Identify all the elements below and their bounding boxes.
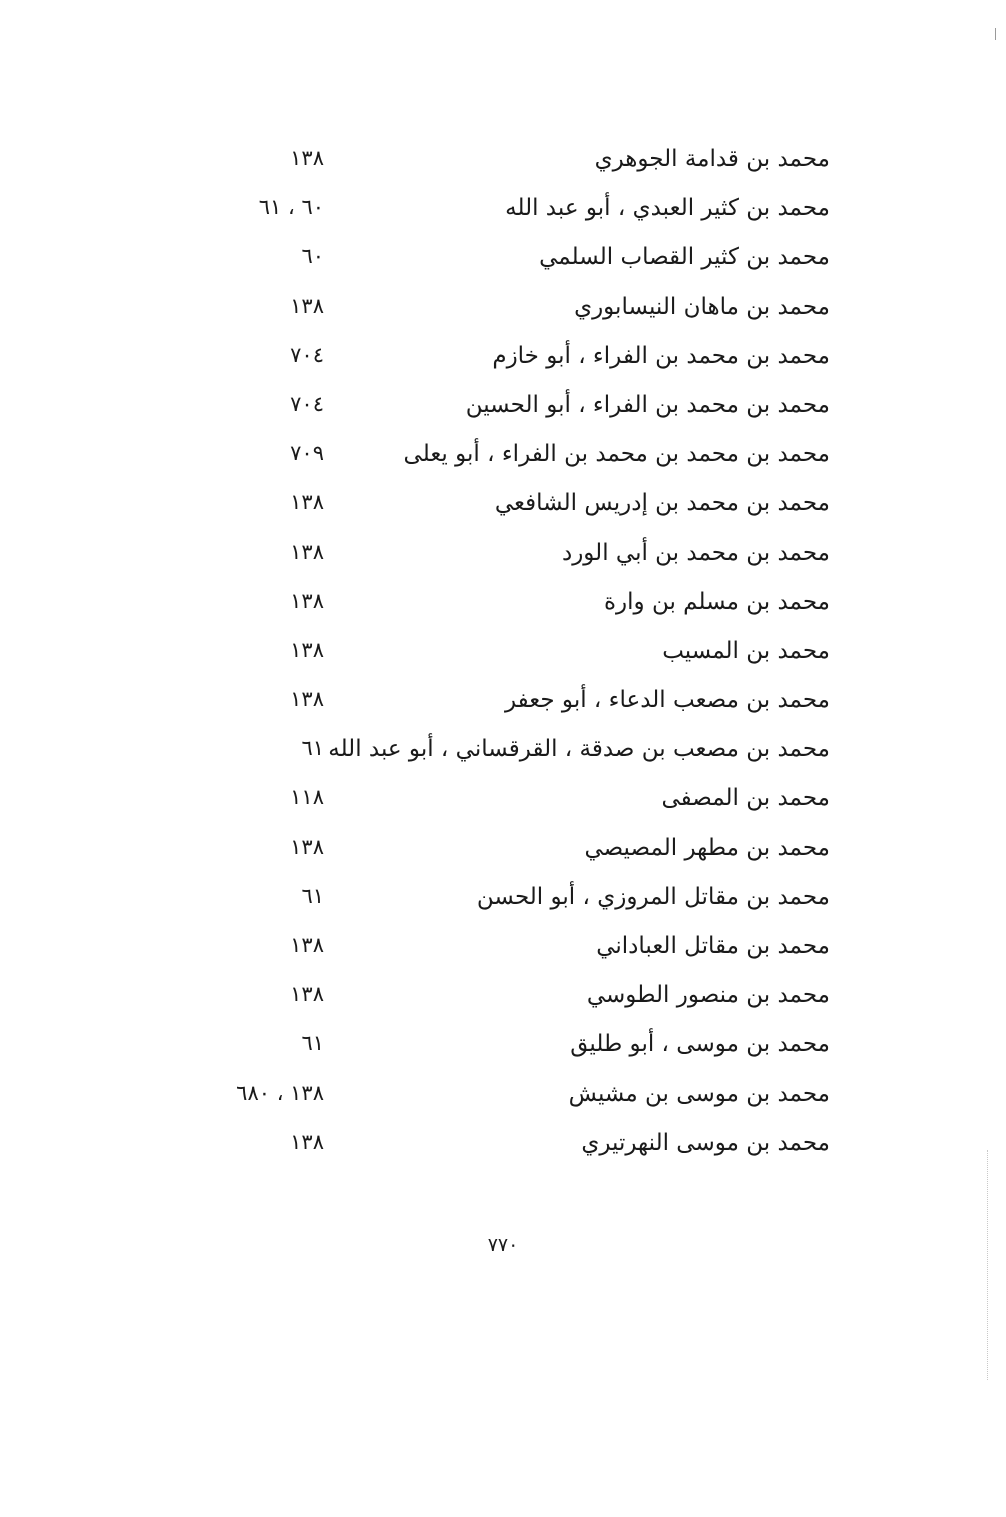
entry-name: محمد بن موسى بن مشيش bbox=[568, 1080, 830, 1107]
entry-name: محمد بن قدامة الجوهري bbox=[594, 146, 830, 172]
entry-name: محمد بن مقاتل العباداني bbox=[596, 933, 830, 959]
entry-pages: ١٣٨ bbox=[290, 637, 324, 662]
index-entry bbox=[0, 1073, 1006, 1122]
index-entry bbox=[0, 384, 1006, 433]
entry-name: محمد بن موسى النهرتيري bbox=[581, 1129, 830, 1156]
index-entry bbox=[0, 532, 1006, 581]
index-entry bbox=[0, 728, 1006, 777]
entry-name: محمد بن محمد بن الفراء ، أبو خازم bbox=[492, 342, 830, 369]
name-index-list bbox=[0, 138, 1006, 1171]
index-entry bbox=[0, 581, 1006, 630]
index-entry bbox=[0, 335, 1006, 384]
index-entry bbox=[0, 974, 1006, 1023]
entry-pages: ١١٨ bbox=[290, 785, 324, 810]
index-entry bbox=[0, 827, 1006, 876]
entry-pages: ٦١ bbox=[301, 1031, 324, 1056]
entry-name: محمد بن محمد بن محمد بن الفراء ، أبو يعلى bbox=[403, 441, 830, 468]
entry-name: محمد بن ماهان النيسابوري bbox=[574, 293, 830, 320]
entry-name: محمد بن المصفى bbox=[661, 785, 830, 812]
entry-pages: ٧٠٩ bbox=[290, 441, 324, 466]
entry-pages: ٦١ bbox=[301, 736, 324, 761]
entry-name: محمد بن مطهر المصيصي bbox=[584, 834, 830, 861]
index-entry bbox=[0, 925, 1006, 974]
scan-edge-line bbox=[986, 1150, 988, 1380]
entry-pages: ٧٠٤ bbox=[290, 342, 324, 367]
entry-pages: ١٣٨ bbox=[290, 293, 324, 318]
entry-pages: ١٣٨ bbox=[290, 146, 324, 170]
entry-name: محمد بن مقاتل المروزي ، أبو الحسن bbox=[476, 883, 830, 910]
entry-pages: ٧٠٤ bbox=[290, 391, 324, 416]
entry-name: محمد بن كثير القصاب السلمي bbox=[539, 244, 830, 271]
entry-name: محمد بن مصعب بن صدقة ، القرقساني ، أبو عبد الله bbox=[328, 736, 830, 763]
scan-mark bbox=[991, 28, 996, 40]
entry-name: محمد بن مصعب الدعاء ، أبو جعفر bbox=[504, 687, 830, 714]
index-entry bbox=[0, 187, 1006, 236]
index-entry bbox=[0, 777, 1006, 826]
entry-pages: ١٣٨ bbox=[290, 834, 324, 859]
entry-name: محمد بن محمد بن إدريس الشافعي bbox=[494, 490, 830, 517]
entry-pages: ١٣٨ bbox=[290, 687, 324, 712]
entry-name: محمد بن كثير العبدي ، أبو عبد الله bbox=[505, 195, 830, 222]
entry-pages: ١٣٨ bbox=[290, 539, 324, 564]
entry-name: محمد بن محمد بن الفراء ، أبو الحسين bbox=[465, 391, 830, 418]
page-number: ٧٧٠ bbox=[487, 1234, 519, 1256]
index-entry bbox=[0, 138, 1006, 187]
entry-pages: ١٣٨ ، ٦٨٠ bbox=[236, 1080, 324, 1105]
entry-pages: ٦٠ bbox=[301, 244, 324, 269]
entry-pages: ١٣٨ bbox=[290, 490, 324, 515]
index-entry bbox=[0, 482, 1006, 531]
index-entry bbox=[0, 236, 1006, 285]
entry-name: محمد بن المسيب bbox=[662, 637, 830, 664]
entry-name: محمد بن محمد بن أبي الورد bbox=[561, 539, 830, 566]
index-entry bbox=[0, 1023, 1006, 1072]
entry-pages: ٦١ bbox=[301, 883, 324, 908]
entry-pages: ١٣٨ bbox=[290, 982, 324, 1007]
entry-name: محمد بن مسلم بن وارة bbox=[603, 588, 830, 615]
index-entry bbox=[0, 433, 1006, 482]
entry-pages: ١٣٨ bbox=[290, 1129, 324, 1154]
entry-name: محمد بن موسى ، أبو طليق bbox=[570, 1031, 830, 1058]
index-entry bbox=[0, 630, 1006, 679]
entry-pages: ٦٠ ، ٦١ bbox=[258, 195, 324, 220]
entry-name: محمد بن منصور الطوسي bbox=[586, 982, 830, 1009]
entry-pages: ١٣٨ bbox=[290, 933, 324, 957]
index-entry bbox=[0, 1122, 1006, 1171]
index-entry bbox=[0, 679, 1006, 728]
entry-pages: ١٣٨ bbox=[290, 588, 324, 613]
index-entry bbox=[0, 876, 1006, 925]
index-entry bbox=[0, 286, 1006, 335]
